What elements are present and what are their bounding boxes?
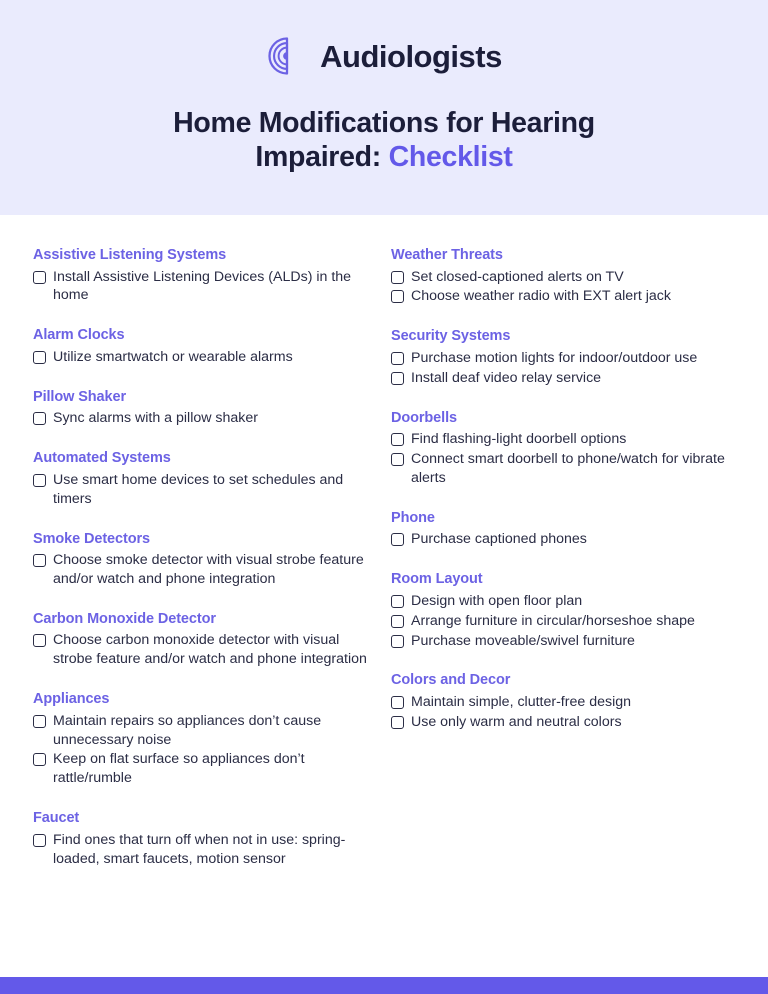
checklist-section-appliances <box>33 690 372 788</box>
brand-name: Audiologists <box>320 38 502 74</box>
checklist-item[interactable] <box>33 348 372 367</box>
section-title: Room Layout <box>391 571 483 588</box>
checklist-item[interactable] <box>391 632 748 651</box>
checkbox-icon[interactable] <box>33 715 46 728</box>
checklist-item[interactable] <box>391 530 748 549</box>
checklist-right-column <box>378 246 768 733</box>
checklist-item[interactable] <box>391 268 748 287</box>
checklist-item-label: Find flashing-light doorbell options <box>411 431 627 448</box>
checklist-section-carbon-monoxide-detector <box>33 610 372 669</box>
section-title: Doorbells <box>391 409 457 426</box>
section-title: Phone <box>391 509 435 526</box>
checkbox-icon[interactable] <box>391 615 404 628</box>
checkbox-icon[interactable] <box>391 533 404 546</box>
checklist-items <box>391 592 748 651</box>
checklist-item[interactable] <box>391 287 748 306</box>
nested-ear-spiral-icon <box>266 35 308 77</box>
checklist-section-pillow-shaker <box>33 388 372 428</box>
checklist-item[interactable] <box>391 592 748 611</box>
checkbox-icon[interactable] <box>33 474 46 487</box>
checklist-item[interactable] <box>33 551 372 589</box>
section-title: Weather Threats <box>391 247 503 263</box>
checklist-item-label: Purchase captioned phones <box>411 531 587 548</box>
checklist-item-label: Maintain simple, clutter-free design <box>411 694 632 710</box>
page-title <box>173 106 595 174</box>
checkbox-icon[interactable] <box>391 716 404 729</box>
checklist-item-label: Install deaf video relay service <box>411 369 602 386</box>
section-title: Colors and Decor <box>391 672 511 689</box>
checklist-item-label: Design with open floor plan <box>411 592 583 609</box>
checklist-item-label: Sync alarms with a pillow shaker <box>53 410 259 427</box>
footer-accent-bar <box>0 977 768 994</box>
checklist-item[interactable] <box>391 693 748 712</box>
checkbox-icon[interactable] <box>391 352 404 365</box>
checklist-section-alarm-clocks <box>33 326 372 366</box>
checklist-item[interactable] <box>391 349 748 368</box>
checklist-item-label: Use smart home devices to set schedules and timers <box>53 471 344 507</box>
checklist-columns <box>0 246 768 870</box>
checklist-item[interactable] <box>391 430 748 449</box>
checklist-items <box>33 631 372 669</box>
checklist-item-label: Choose smoke detector with visual strobe feature and/or watch and phone integration <box>53 552 364 587</box>
checklist-item[interactable] <box>33 750 372 788</box>
page-title-line1: Home Modifications for Hearing <box>173 107 595 139</box>
checklist-section-security-systems <box>391 327 748 387</box>
checklist-items <box>391 268 748 307</box>
checklist-item-label: Use only warm and neutral colors <box>411 713 622 730</box>
section-title: Automated Systems <box>33 450 171 467</box>
checklist-section-phone <box>391 509 748 549</box>
checklist-item[interactable] <box>33 471 372 509</box>
page-title-accent: Checklist <box>388 141 513 174</box>
checklist-items <box>33 712 372 789</box>
checklist-items <box>391 693 748 732</box>
section-title: Faucet <box>33 810 80 827</box>
checklist-items <box>33 348 372 367</box>
section-title: Smoke Detectors <box>33 530 150 547</box>
checklist-section-faucet <box>33 809 372 868</box>
checklist-item-label: Purchase motion lights for indoor/outdoor use <box>411 349 698 366</box>
checklist-item[interactable] <box>33 631 372 669</box>
checklist-item[interactable] <box>391 713 748 732</box>
checklist-item-label: Find ones that turn off when not in use: spring-loaded, smart faucets, motion sensor <box>53 831 346 867</box>
checkbox-icon[interactable] <box>391 595 404 608</box>
checkbox-icon[interactable] <box>391 372 404 385</box>
checklist-section-assistive-listening-systems <box>33 246 372 305</box>
checklist-item-label: Keep on flat surface so appliances don’t rattle/rumble <box>53 751 305 787</box>
checklist-item-label: Set closed-captioned alerts on TV <box>411 268 624 285</box>
checklist-item-label: Choose carbon monoxide detector with visual strobe feature and/or watch and phone integration <box>53 632 367 668</box>
checklist-item-label: Install Assistive Listening Devices (ALDs) in the home <box>53 268 352 304</box>
checklist-section-colors-and-decor <box>391 671 748 731</box>
section-title: Appliances <box>33 691 110 708</box>
checklist-item-label: Maintain repairs so appliances don’t cause unnecessary noise <box>53 712 322 748</box>
checkbox-icon[interactable] <box>33 554 46 567</box>
checklist-items <box>33 471 372 509</box>
checklist-section-room-layout <box>391 570 748 650</box>
checklist-items <box>391 530 748 549</box>
checklist-item-label: Arrange furniture in circular/horseshoe shape <box>411 612 695 629</box>
checklist-item[interactable] <box>33 712 372 750</box>
checklist-item-label: Connect smart doorbell to phone/watch for vibrate alerts <box>411 451 725 486</box>
checklist-content <box>0 215 768 870</box>
checklist-section-doorbells <box>391 409 748 488</box>
brand-logo <box>266 30 502 82</box>
checkbox-icon[interactable] <box>33 351 46 364</box>
checklist-items <box>33 551 372 589</box>
checkbox-icon[interactable] <box>391 453 404 466</box>
checklist-item[interactable] <box>391 450 748 488</box>
section-title: Carbon Monoxide Detector <box>33 610 216 627</box>
checklist-left-column <box>0 246 378 870</box>
checkbox-icon[interactable] <box>33 834 46 847</box>
checklist-items <box>33 409 372 428</box>
checklist-item[interactable] <box>33 268 372 306</box>
page-header <box>0 0 768 215</box>
checklist-item[interactable] <box>33 409 372 428</box>
section-title: Pillow Shaker <box>33 388 126 405</box>
checklist-section-weather-threats <box>391 246 748 306</box>
checklist-item-label: Utilize smartwatch or wearable alarms <box>53 348 293 365</box>
checkbox-icon[interactable] <box>391 635 404 648</box>
checkbox-icon[interactable] <box>391 290 404 303</box>
checklist-item-label: Choose weather radio with EXT alert jack <box>411 288 671 305</box>
checklist-item[interactable] <box>391 612 748 631</box>
checklist-item[interactable] <box>391 369 748 388</box>
checkbox-icon[interactable] <box>33 634 46 647</box>
checklist-item[interactable] <box>33 831 372 869</box>
checkbox-icon[interactable] <box>391 696 404 709</box>
section-title: Alarm Clocks <box>33 327 125 344</box>
checklist-items <box>33 268 372 306</box>
checklist-items <box>391 349 748 388</box>
checkbox-icon[interactable] <box>33 271 46 284</box>
checkbox-icon[interactable] <box>33 412 46 425</box>
page-title-line2-prefix: Impaired: <box>255 141 389 174</box>
checkbox-icon[interactable] <box>33 753 46 766</box>
checklist-items <box>391 430 748 488</box>
checklist-items <box>33 831 372 869</box>
section-title: Assistive Listening Systems <box>33 247 227 263</box>
checklist-section-automated-systems <box>33 449 372 508</box>
checklist-item-label: Purchase moveable/swivel furniture <box>411 632 635 649</box>
section-title: Security Systems <box>391 328 511 345</box>
checklist-section-smoke-detectors <box>33 530 372 589</box>
checkbox-icon[interactable] <box>391 433 404 446</box>
checkbox-icon[interactable] <box>391 271 404 284</box>
